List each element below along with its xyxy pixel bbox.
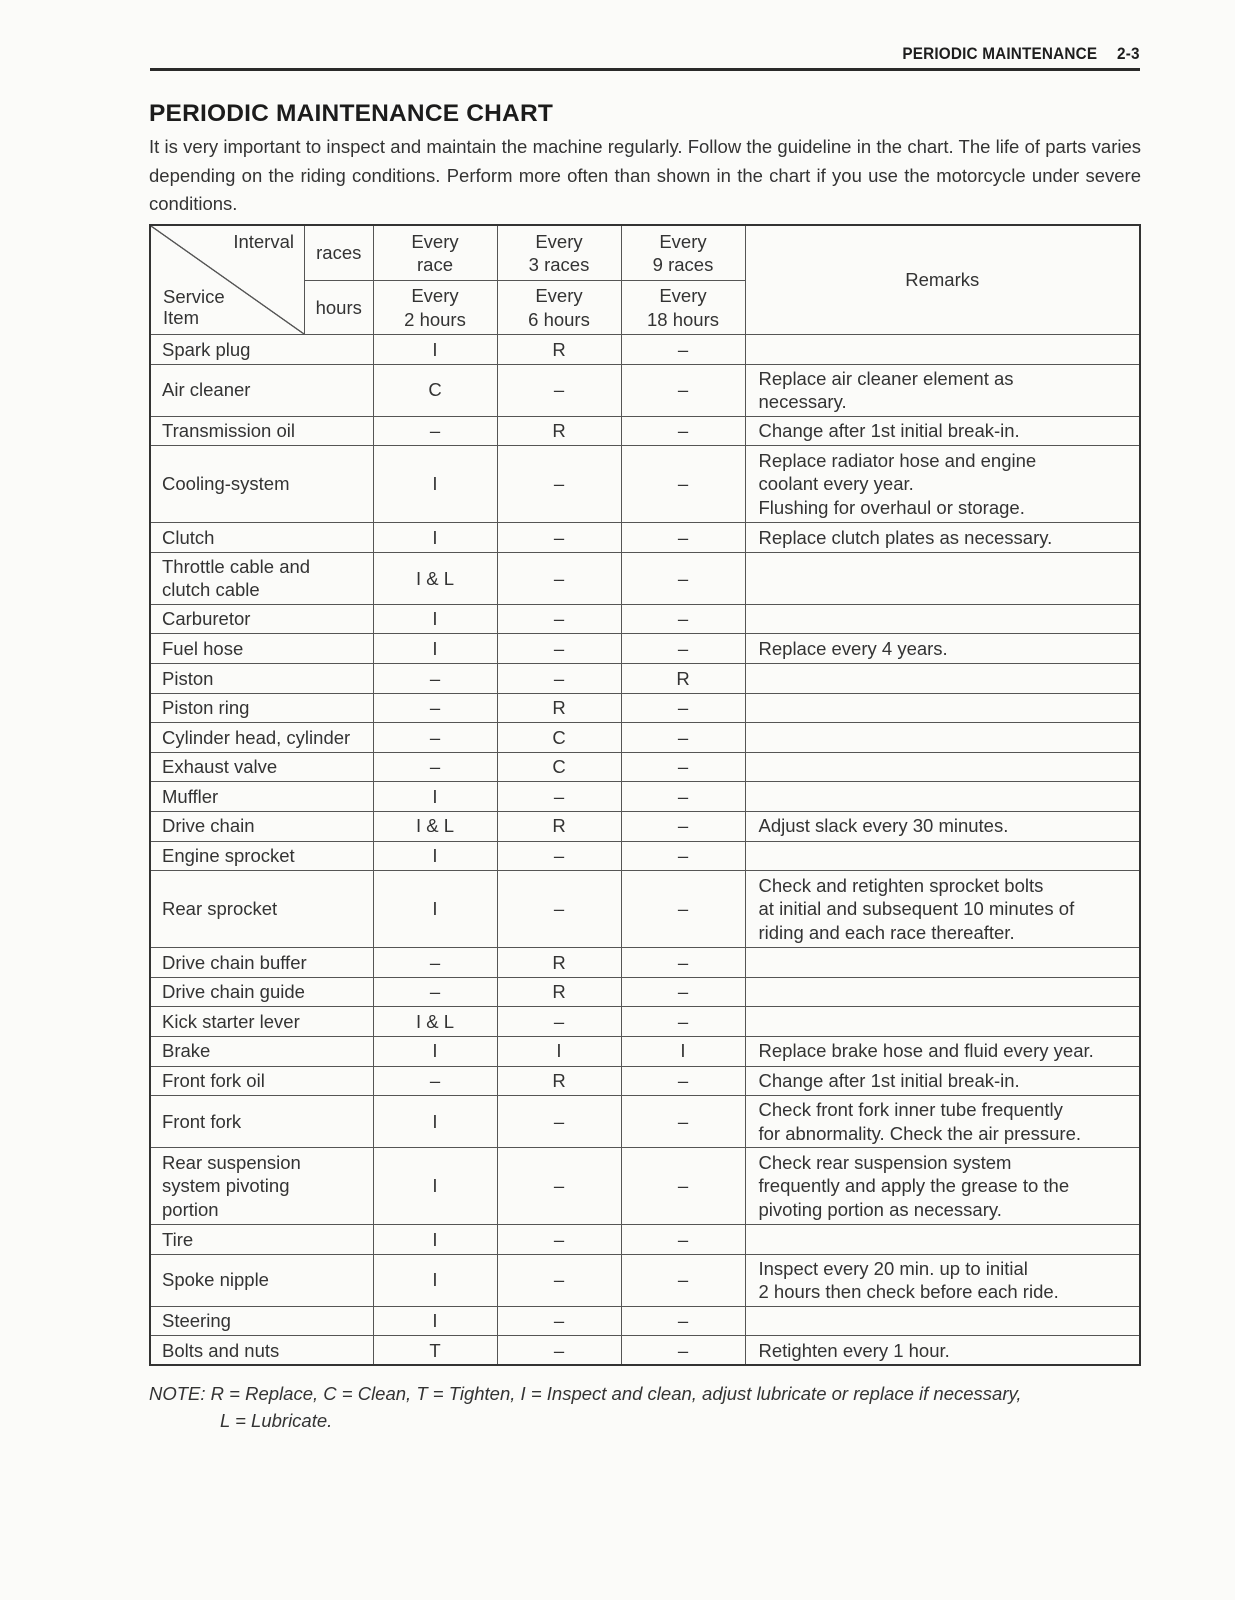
table-row <box>150 977 1140 1007</box>
table-row <box>150 841 1140 871</box>
item-label: Item <box>163 307 199 328</box>
service-item-text: Transmission oil <box>162 420 295 442</box>
interval-2-cell: R <box>497 1066 621 1096</box>
interval-1-cell: I <box>373 841 497 871</box>
service-item-text: Piston <box>162 667 214 689</box>
interval-1-cell: – <box>373 663 497 693</box>
page-title: PERIODIC MAINTENANCE CHART <box>149 100 554 127</box>
interval-3-cell: – <box>621 977 745 1007</box>
service-item-text: Cylinder head, cylinder <box>162 726 351 748</box>
remarks-text: 2 hours then check before each ride. <box>758 1281 1059 1303</box>
service-item-text: Rear sprocket <box>162 898 278 920</box>
remarks-text: at initial and subsequent 10 minutes of <box>758 898 1075 920</box>
table-row <box>150 335 1140 365</box>
service-item-text: Tire <box>162 1228 194 1250</box>
service-item-cell <box>150 634 373 664</box>
page-header <box>150 42 1140 71</box>
service-item-text: Fuel hose <box>162 637 244 659</box>
remarks-cell <box>745 552 1140 604</box>
service-item-cell <box>150 1007 373 1037</box>
remarks-cell <box>745 871 1140 948</box>
service-item-cell <box>150 1336 373 1366</box>
interval-2-cell: – <box>497 552 621 604</box>
remarks-text: Inspect every 20 min. up to initial <box>758 1257 1028 1279</box>
interval-3-cell: – <box>621 364 745 416</box>
interval-3-cell: – <box>621 634 745 664</box>
interval-3-cell: – <box>621 446 745 523</box>
remarks-cell <box>745 1336 1140 1366</box>
table-row <box>150 1066 1140 1096</box>
remarks-cell <box>745 634 1140 664</box>
interval-1-cell: I <box>373 871 497 948</box>
col1-hours-header: Every 2 hours <box>373 281 497 335</box>
service-item-text: Rear suspension <box>162 1151 301 1173</box>
interval-1-cell: I <box>373 335 497 365</box>
interval-2-cell: R <box>497 335 621 365</box>
interval-2-cell: – <box>497 634 621 664</box>
interval-2-cell: – <box>497 446 621 523</box>
remarks-cell <box>745 1036 1140 1066</box>
interval-1-cell: I & L <box>373 811 497 841</box>
remarks-cell <box>745 1225 1140 1255</box>
interval-2-cell: – <box>497 871 621 948</box>
interval-2-cell: – <box>497 841 621 871</box>
remarks-text: necessary. <box>758 391 847 413</box>
interval-2-cell: – <box>497 1336 621 1366</box>
interval-label: Interval <box>233 231 294 252</box>
remarks-cell <box>745 446 1140 523</box>
remarks-cell <box>745 723 1140 753</box>
table-row <box>150 446 1140 523</box>
remarks-text: Check and retighten sprocket bolts <box>758 874 1044 896</box>
interval-3-cell: – <box>621 1096 745 1148</box>
service-item-label <box>163 286 225 328</box>
remarks-text: Change after 1st initial break-in. <box>758 1070 1020 1092</box>
interval-3-cell: – <box>621 811 745 841</box>
table-row <box>150 1306 1140 1336</box>
service-item-cell <box>150 782 373 812</box>
interval-1-cell: I <box>373 1254 497 1306</box>
interval-1-cell: I <box>373 1225 497 1255</box>
remarks-cell <box>745 663 1140 693</box>
service-item-text: Cooling-system <box>162 473 290 495</box>
service-item-cell <box>150 871 373 948</box>
interval-1-cell: – <box>373 948 497 978</box>
remarks-text: Replace radiator hose and engine <box>758 449 1037 471</box>
interval-3-cell: – <box>621 1066 745 1096</box>
service-item-text: Drive chain <box>162 815 255 837</box>
table-row <box>150 1148 1140 1225</box>
service-item-text: clutch cable <box>162 579 260 601</box>
service-item-cell <box>150 752 373 782</box>
remarks-cell <box>745 1007 1140 1037</box>
interval-1-cell: I <box>373 1096 497 1148</box>
table-row <box>150 871 1140 948</box>
remarks-text: Replace every 4 years. <box>758 637 948 659</box>
service-item-text: Air cleaner <box>162 379 251 401</box>
service-item-cell <box>150 446 373 523</box>
interval-3-cell: – <box>621 1007 745 1037</box>
table-row <box>150 416 1140 446</box>
service-item-cell <box>150 1066 373 1096</box>
remarks-text: frequently and apply the grease to the <box>758 1175 1070 1197</box>
col3-races-header: Every 9 races <box>621 225 745 281</box>
interval-2-cell: C <box>497 723 621 753</box>
interval-1-cell: I <box>373 1036 497 1066</box>
interval-1-cell: – <box>373 752 497 782</box>
remarks-cell <box>745 416 1140 446</box>
remarks-text: for abnormality. Check the air pressure. <box>758 1122 1082 1144</box>
legend-note <box>149 1380 1144 1434</box>
remarks-cell <box>745 841 1140 871</box>
interval-3-cell: – <box>621 1225 745 1255</box>
table-row <box>150 723 1140 753</box>
table-row <box>150 1096 1140 1148</box>
interval-1-cell: – <box>373 723 497 753</box>
service-item-text: portion <box>162 1198 219 1220</box>
table-row <box>150 782 1140 812</box>
service-item-cell <box>150 693 373 723</box>
interval-1-cell: I & L <box>373 552 497 604</box>
service-item-cell <box>150 1148 373 1225</box>
service-item-cell <box>150 948 373 978</box>
interval-2-cell: – <box>497 364 621 416</box>
service-item-cell <box>150 723 373 753</box>
table-row <box>150 1225 1140 1255</box>
interval-1-cell: I <box>373 782 497 812</box>
interval-2-cell: – <box>497 604 621 634</box>
service-item-text: Clutch <box>162 526 215 548</box>
service-item-cell <box>150 811 373 841</box>
service-item-text: Steering <box>162 1310 231 1332</box>
service-item-cell <box>150 416 373 446</box>
diagonal-header <box>151 226 305 334</box>
table-row <box>150 364 1140 416</box>
table-row <box>150 604 1140 634</box>
remarks-text: pivoting portion as necessary. <box>758 1198 1002 1220</box>
interval-3-cell: – <box>621 604 745 634</box>
col1-races-header: Every race <box>373 225 497 281</box>
interval-2-cell: R <box>497 948 621 978</box>
remarks-cell <box>745 1254 1140 1306</box>
remarks-text: Adjust slack every 30 minutes. <box>758 815 1009 837</box>
remarks-cell <box>745 693 1140 723</box>
interval-3-cell: – <box>621 1306 745 1336</box>
service-item-text: Engine sprocket <box>162 845 295 867</box>
table-row <box>150 1007 1140 1037</box>
service-item-text: Front fork oil <box>162 1070 265 1092</box>
interval-3-cell: – <box>621 335 745 365</box>
interval-1-cell: I <box>373 634 497 664</box>
interval-2-cell: – <box>497 1225 621 1255</box>
interval-2-cell: – <box>497 1148 621 1225</box>
interval-2-cell: R <box>497 811 621 841</box>
header-corner-cell <box>150 225 373 335</box>
interval-3-cell: – <box>621 782 745 812</box>
interval-3-cell: – <box>621 948 745 978</box>
remarks-cell <box>745 335 1140 365</box>
interval-1-cell: I <box>373 523 497 553</box>
interval-1-cell: T <box>373 1336 497 1366</box>
interval-1-cell: I <box>373 446 497 523</box>
service-item-cell <box>150 841 373 871</box>
remarks-cell <box>745 782 1140 812</box>
note-line-1: NOTE: R = Replace, C = Clean, T = Tighten, I = Inspect and clean, adjust lubricate or replace if necessary, <box>149 1383 1022 1404</box>
table-row <box>150 663 1140 693</box>
service-item-text: Piston ring <box>162 697 250 719</box>
interval-1-cell: C <box>373 364 497 416</box>
col2-hours-header: Every 6 hours <box>497 281 621 335</box>
remarks-header: Remarks <box>745 225 1140 335</box>
section-name: PERIODIC MAINTENANCE <box>902 44 1098 63</box>
table-row <box>150 1336 1140 1366</box>
interval-3-cell: – <box>621 552 745 604</box>
service-item-cell <box>150 663 373 693</box>
service-item-text: Brake <box>162 1040 211 1062</box>
service-item-text: Carburetor <box>162 608 251 630</box>
col2-races-header: Every 3 races <box>497 225 621 281</box>
remarks-cell <box>745 1148 1140 1225</box>
interval-3-cell: – <box>621 1254 745 1306</box>
service-item-cell <box>150 977 373 1007</box>
table-row <box>150 634 1140 664</box>
interval-1-cell: – <box>373 693 497 723</box>
service-item-cell <box>150 1306 373 1336</box>
interval-1-cell: I <box>373 1148 497 1225</box>
interval-1-cell: – <box>373 1066 497 1096</box>
table-row <box>150 948 1140 978</box>
service-label: Service <box>163 286 225 307</box>
header-row-races <box>150 225 1140 281</box>
table-row <box>150 693 1140 723</box>
service-item-cell <box>150 1225 373 1255</box>
table-row <box>150 752 1140 782</box>
service-item-text: Front fork <box>162 1110 242 1132</box>
service-item-cell <box>150 1096 373 1148</box>
interval-3-cell: – <box>621 841 745 871</box>
remarks-cell <box>745 948 1140 978</box>
running-header <box>903 44 1140 64</box>
table-row <box>150 1254 1140 1306</box>
remarks-cell <box>745 811 1140 841</box>
interval-2-cell: – <box>497 1306 621 1336</box>
remarks-text: Retighten every 1 hour. <box>758 1339 950 1361</box>
interval-2-cell: – <box>497 1096 621 1148</box>
interval-3-cell: – <box>621 871 745 948</box>
interval-2-cell: – <box>497 1007 621 1037</box>
remarks-text: Replace brake hose and fluid every year. <box>758 1040 1094 1062</box>
remarks-cell <box>745 523 1140 553</box>
interval-2-cell: I <box>497 1036 621 1066</box>
interval-3-cell: – <box>621 1148 745 1225</box>
service-item-text: Bolts and nuts <box>162 1339 280 1361</box>
chart-body <box>150 225 1140 1365</box>
service-item-cell <box>150 523 373 553</box>
remarks-text: Flushing for overhaul or storage. <box>758 496 1025 518</box>
service-item-text: Exhaust valve <box>162 756 278 778</box>
remarks-text: Replace air cleaner element as <box>758 367 1014 389</box>
remarks-text: Replace clutch plates as necessary. <box>758 526 1053 548</box>
note-line-2: L = Lubricate. <box>220 1410 333 1431</box>
service-item-cell <box>150 364 373 416</box>
intro-paragraph: It is very important to inspect and maintain the machine regularly. Follow the guideline in the chart. The life of parts varies depending on the riding conditions. Perform more often than shown in the chart if you use the motorcycle under severe conditions. <box>149 136 1141 214</box>
col3-hours-header: Every 18 hours <box>621 281 745 335</box>
remarks-text: Check front fork inner tube frequently <box>758 1099 1063 1121</box>
table-row <box>150 523 1140 553</box>
service-item-text: Drive chain guide <box>162 981 305 1003</box>
interval-3-cell: I <box>621 1036 745 1066</box>
remarks-cell <box>745 364 1140 416</box>
remarks-cell <box>745 1066 1140 1096</box>
interval-3-cell: R <box>621 663 745 693</box>
page-number: 2-3 <box>1117 44 1140 63</box>
interval-3-cell: – <box>621 693 745 723</box>
interval-3-cell: – <box>621 1336 745 1366</box>
interval-2-cell: – <box>497 1254 621 1306</box>
interval-2-cell: R <box>497 416 621 446</box>
maintenance-chart <box>149 224 1141 1366</box>
remarks-text: Check rear suspension system <box>758 1151 1012 1173</box>
service-item-text: Spark plug <box>162 338 251 360</box>
interval-2-cell: C <box>497 752 621 782</box>
interval-3-cell: – <box>621 723 745 753</box>
service-item-text: Spoke nipple <box>162 1269 269 1291</box>
remarks-cell <box>745 977 1140 1007</box>
table-row <box>150 811 1140 841</box>
remarks-cell <box>745 1306 1140 1336</box>
interval-1-cell: I <box>373 1306 497 1336</box>
service-item-text: Drive chain buffer <box>162 951 307 973</box>
races-label: races <box>305 226 373 281</box>
interval-1-cell: – <box>373 977 497 1007</box>
interval-2-cell: R <box>497 977 621 1007</box>
table-row <box>150 1036 1140 1066</box>
interval-2-cell: – <box>497 523 621 553</box>
service-item-text: Throttle cable and <box>162 555 311 577</box>
service-item-text: system pivoting <box>162 1175 290 1197</box>
remarks-text: riding and each race thereafter. <box>758 921 1015 943</box>
interval-2-cell: – <box>497 663 621 693</box>
interval-1-cell: I & L <box>373 1007 497 1037</box>
service-item-cell <box>150 335 373 365</box>
interval-1-cell: – <box>373 416 497 446</box>
remarks-cell <box>745 1096 1140 1148</box>
interval-2-cell: – <box>497 782 621 812</box>
hours-label: hours <box>315 296 362 318</box>
interval-1-cell: I <box>373 604 497 634</box>
service-item-text: Muffler <box>162 785 219 807</box>
interval-3-cell: – <box>621 416 745 446</box>
remarks-text: Change after 1st initial break-in. <box>758 420 1020 442</box>
service-item-cell <box>150 1036 373 1066</box>
remarks-text: coolant every year. <box>758 473 914 495</box>
service-item-cell <box>150 604 373 634</box>
interval-2-cell: R <box>497 693 621 723</box>
remarks-cell <box>745 604 1140 634</box>
service-item-text: Kick starter lever <box>162 1010 300 1032</box>
service-item-cell <box>150 552 373 604</box>
interval-3-cell: – <box>621 752 745 782</box>
service-item-cell <box>150 1254 373 1306</box>
table-row <box>150 552 1140 604</box>
interval-3-cell: – <box>621 523 745 553</box>
remarks-cell <box>745 752 1140 782</box>
